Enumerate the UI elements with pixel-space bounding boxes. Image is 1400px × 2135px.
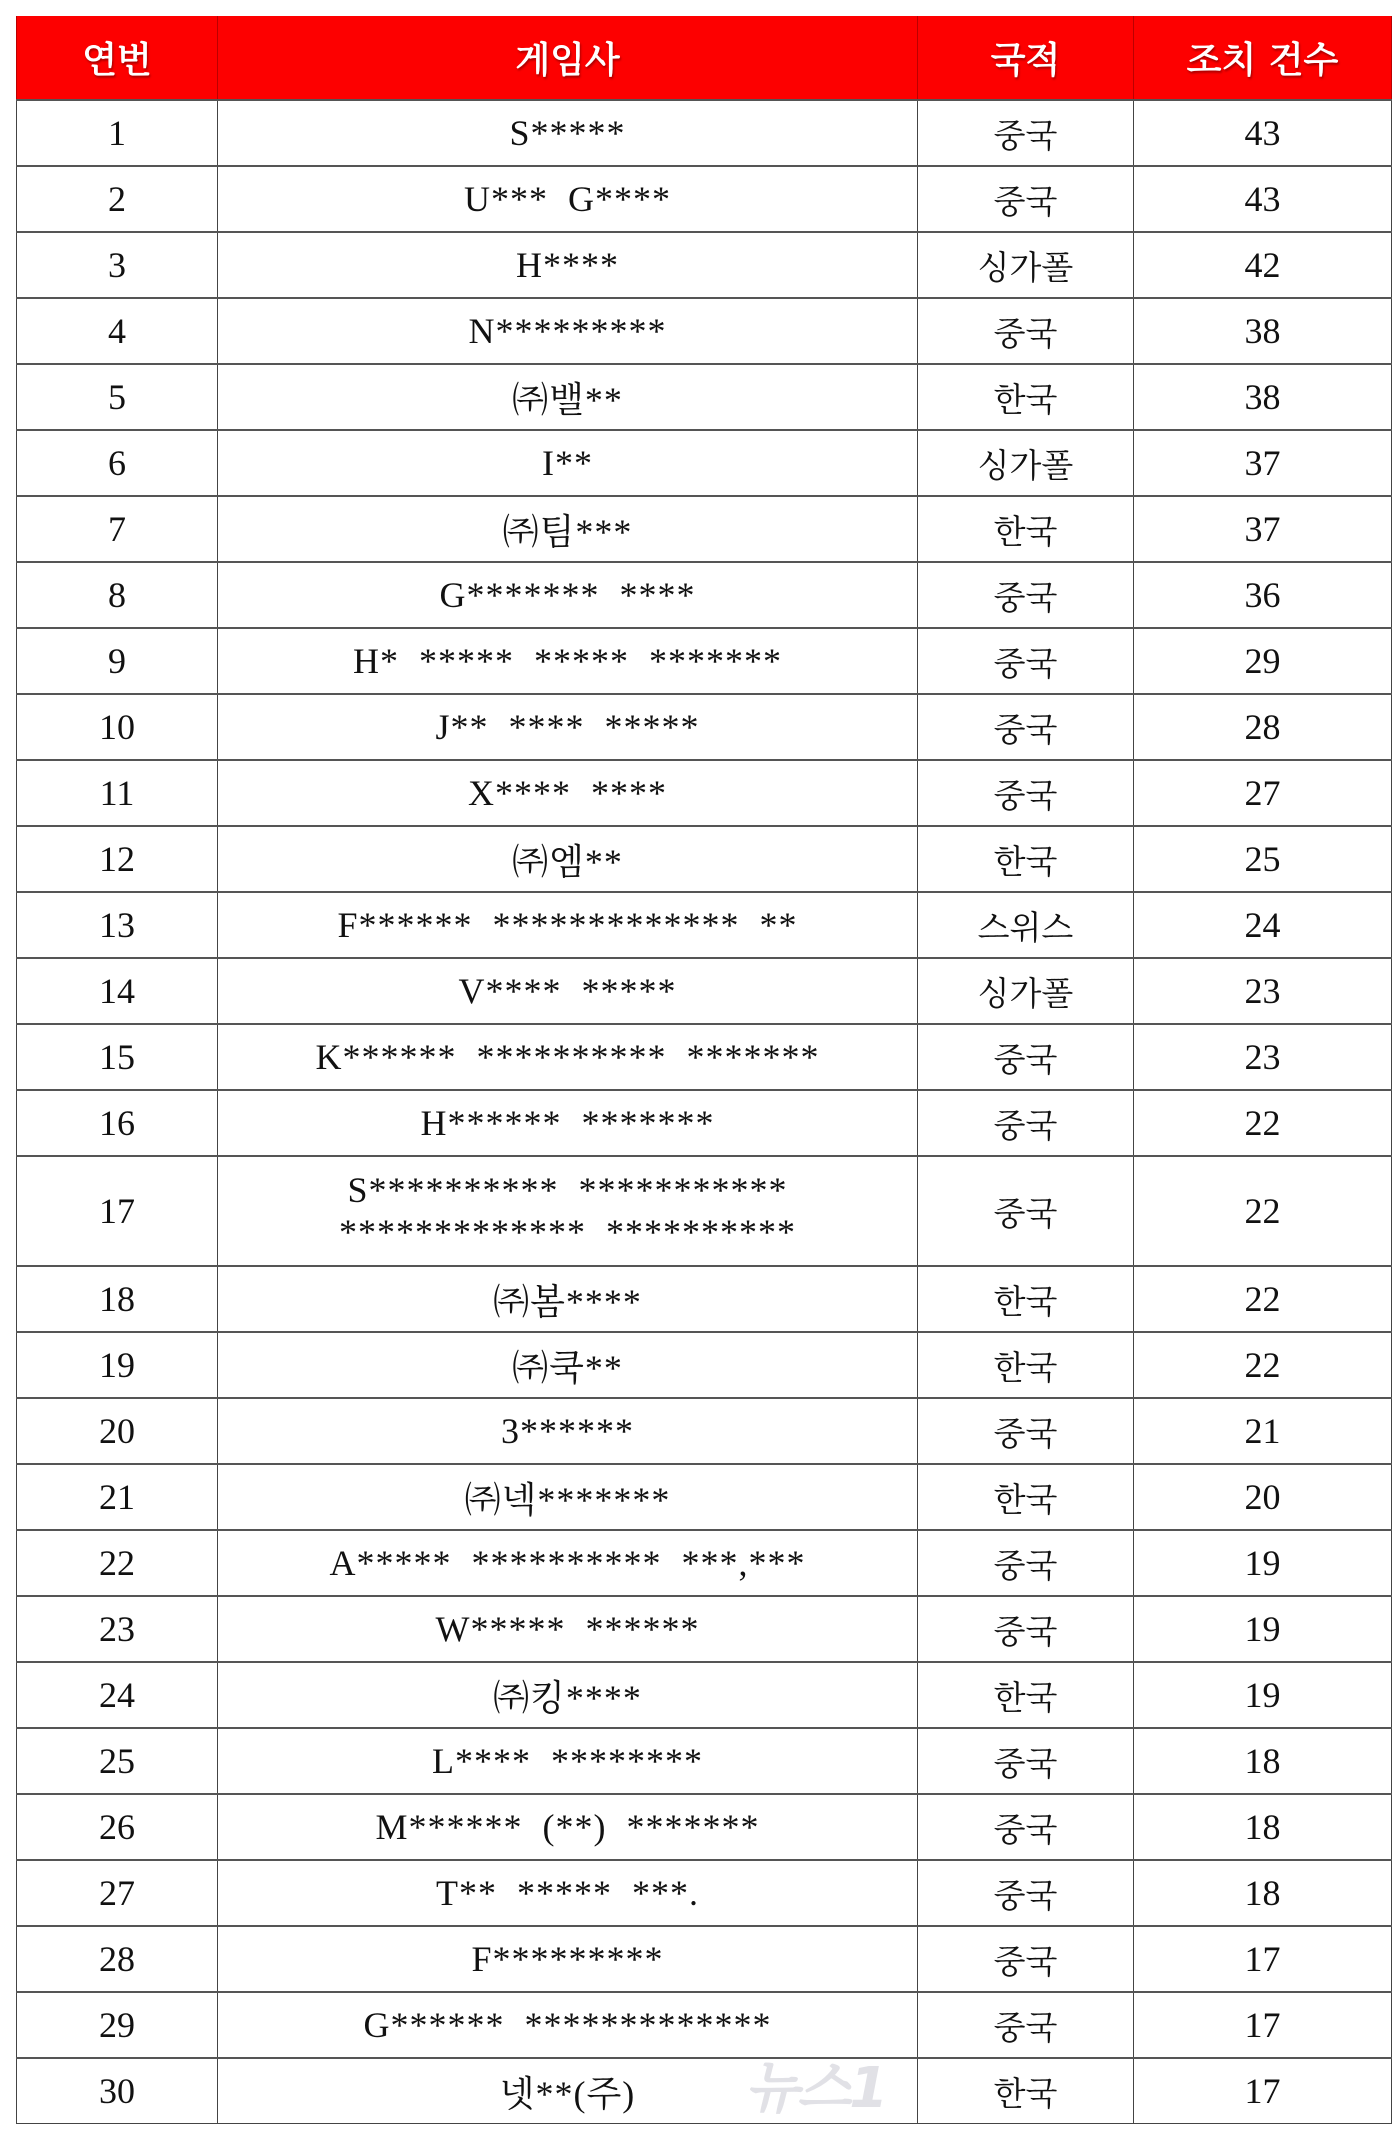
row-count: 37 bbox=[1134, 496, 1392, 562]
table-row bbox=[17, 364, 1392, 430]
table-row bbox=[17, 496, 1392, 562]
row-nationality: 중국 bbox=[918, 100, 1134, 166]
row-no: 9 bbox=[17, 628, 218, 694]
row-no: 8 bbox=[17, 562, 218, 628]
row-company: ㈜엠** bbox=[218, 826, 918, 892]
row-company: A***** ********** ***,*** bbox=[218, 1530, 918, 1596]
row-nationality: 한국 bbox=[918, 1662, 1134, 1728]
table-row bbox=[17, 430, 1392, 496]
row-count: 29 bbox=[1134, 628, 1392, 694]
row-count: 37 bbox=[1134, 430, 1392, 496]
row-no: 17 bbox=[17, 1156, 218, 1266]
row-no: 7 bbox=[17, 496, 218, 562]
row-count: 19 bbox=[1134, 1596, 1392, 1662]
row-count: 17 bbox=[1134, 1992, 1392, 2058]
row-no: 18 bbox=[17, 1266, 218, 1332]
row-nationality: 한국 bbox=[918, 364, 1134, 430]
table-row bbox=[17, 1398, 1392, 1464]
row-company: ㈜밸** bbox=[218, 364, 918, 430]
table-row bbox=[17, 958, 1392, 1024]
row-count: 19 bbox=[1134, 1530, 1392, 1596]
row-company: ㈜봄**** bbox=[218, 1266, 918, 1332]
row-no: 10 bbox=[17, 694, 218, 760]
row-no: 14 bbox=[17, 958, 218, 1024]
row-company: F****** ************* ** bbox=[218, 892, 918, 958]
row-company: ㈜쿡** bbox=[218, 1332, 918, 1398]
row-count: 27 bbox=[1134, 760, 1392, 826]
row-count: 28 bbox=[1134, 694, 1392, 760]
row-count: 43 bbox=[1134, 166, 1392, 232]
row-company: G****** ************* bbox=[218, 1992, 918, 2058]
row-nationality: 중국 bbox=[918, 760, 1134, 826]
row-no: 12 bbox=[17, 826, 218, 892]
row-nationality: 중국 bbox=[918, 1860, 1134, 1926]
row-nationality: 한국 bbox=[918, 1266, 1134, 1332]
row-no: 3 bbox=[17, 232, 218, 298]
row-nationality: 한국 bbox=[918, 1464, 1134, 1530]
row-company: S********** *********** ************* ********** bbox=[218, 1156, 918, 1266]
row-company: 넷**(주) bbox=[218, 2058, 918, 2124]
row-count: 36 bbox=[1134, 562, 1392, 628]
row-nationality: 한국 bbox=[918, 1332, 1134, 1398]
row-count: 42 bbox=[1134, 232, 1392, 298]
row-nationality: 중국 bbox=[918, 694, 1134, 760]
table-row bbox=[17, 892, 1392, 958]
row-no: 6 bbox=[17, 430, 218, 496]
row-count: 18 bbox=[1134, 1728, 1392, 1794]
row-no: 25 bbox=[17, 1728, 218, 1794]
table-row bbox=[17, 1794, 1392, 1860]
header-count: 조치 건수 bbox=[1134, 16, 1392, 100]
row-no: 21 bbox=[17, 1464, 218, 1530]
row-nationality: 중국 bbox=[918, 1728, 1134, 1794]
table-row bbox=[17, 1332, 1392, 1398]
table-row bbox=[17, 628, 1392, 694]
row-nationality: 중국 bbox=[918, 1992, 1134, 2058]
row-count: 24 bbox=[1134, 892, 1392, 958]
row-nationality: 중국 bbox=[918, 562, 1134, 628]
row-no: 5 bbox=[17, 364, 218, 430]
row-nationality: 중국 bbox=[918, 1156, 1134, 1266]
row-no: 26 bbox=[17, 1794, 218, 1860]
row-company: ㈜팀*** bbox=[218, 496, 918, 562]
row-count: 17 bbox=[1134, 1926, 1392, 1992]
table-row bbox=[17, 760, 1392, 826]
row-no: 24 bbox=[17, 1662, 218, 1728]
row-no: 20 bbox=[17, 1398, 218, 1464]
row-company: ㈜넥******* bbox=[218, 1464, 918, 1530]
row-count: 18 bbox=[1134, 1794, 1392, 1860]
row-count: 43 bbox=[1134, 100, 1392, 166]
table-row bbox=[17, 1860, 1392, 1926]
header-nationality: 국적 bbox=[918, 16, 1134, 100]
row-company: N********* bbox=[218, 298, 918, 364]
row-company: L**** ******** bbox=[218, 1728, 918, 1794]
row-nationality: 중국 bbox=[918, 1024, 1134, 1090]
table-row bbox=[17, 694, 1392, 760]
table-row bbox=[17, 1992, 1392, 2058]
row-count: 38 bbox=[1134, 364, 1392, 430]
row-company: X**** **** bbox=[218, 760, 918, 826]
row-nationality: 중국 bbox=[918, 1794, 1134, 1860]
row-no: 27 bbox=[17, 1860, 218, 1926]
row-count: 22 bbox=[1134, 1266, 1392, 1332]
row-nationality: 한국 bbox=[918, 826, 1134, 892]
row-company: G******* **** bbox=[218, 562, 918, 628]
row-nationality: 중국 bbox=[918, 298, 1134, 364]
row-company: H* ***** ***** ******* bbox=[218, 628, 918, 694]
table-row bbox=[17, 1530, 1392, 1596]
row-no: 19 bbox=[17, 1332, 218, 1398]
table-row bbox=[17, 1596, 1392, 1662]
table-row bbox=[17, 1464, 1392, 1530]
row-nationality: 중국 bbox=[918, 628, 1134, 694]
row-company: ㈜킹**** bbox=[218, 1662, 918, 1728]
row-company: W***** ****** bbox=[218, 1596, 918, 1662]
row-count: 19 bbox=[1134, 1662, 1392, 1728]
row-no: 4 bbox=[17, 298, 218, 364]
table-row bbox=[17, 100, 1392, 166]
row-company: S***** bbox=[218, 100, 918, 166]
row-nationality: 중국 bbox=[918, 1090, 1134, 1156]
row-no: 15 bbox=[17, 1024, 218, 1090]
row-company: U*** G**** bbox=[218, 166, 918, 232]
row-count: 21 bbox=[1134, 1398, 1392, 1464]
row-count: 23 bbox=[1134, 1024, 1392, 1090]
news1-watermark-logo: 뉴스1 bbox=[745, 2056, 887, 2121]
row-no: 29 bbox=[17, 1992, 218, 2058]
row-company: H**** bbox=[218, 232, 918, 298]
row-count: 17 bbox=[1134, 2058, 1392, 2124]
row-company: K****** ********** ******* bbox=[218, 1024, 918, 1090]
table-row bbox=[17, 1090, 1392, 1156]
row-nationality: 싱가폴 bbox=[918, 232, 1134, 298]
row-nationality: 중국 bbox=[918, 1596, 1134, 1662]
row-no: 13 bbox=[17, 892, 218, 958]
row-company: 3****** bbox=[218, 1398, 918, 1464]
row-no: 16 bbox=[17, 1090, 218, 1156]
row-count: 18 bbox=[1134, 1860, 1392, 1926]
table-row bbox=[17, 1024, 1392, 1090]
row-company: T** ***** ***. bbox=[218, 1860, 918, 1926]
row-company: H****** ******* bbox=[218, 1090, 918, 1156]
row-count: 23 bbox=[1134, 958, 1392, 1024]
row-nationality: 한국 bbox=[918, 496, 1134, 562]
row-no: 22 bbox=[17, 1530, 218, 1596]
table-row bbox=[17, 826, 1392, 892]
table-row bbox=[17, 562, 1392, 628]
table-row bbox=[17, 1728, 1392, 1794]
row-nationality: 중국 bbox=[918, 1530, 1134, 1596]
row-nationality: 중국 bbox=[918, 1926, 1134, 1992]
row-nationality: 중국 bbox=[918, 166, 1134, 232]
table-header bbox=[17, 16, 1392, 100]
table-row bbox=[17, 1926, 1392, 1992]
table-row bbox=[17, 298, 1392, 364]
row-no: 1 bbox=[17, 100, 218, 166]
table-row bbox=[17, 232, 1392, 298]
row-count: 22 bbox=[1134, 1156, 1392, 1266]
row-no: 30 bbox=[17, 2058, 218, 2124]
row-count: 22 bbox=[1134, 1332, 1392, 1398]
row-company: J** **** ***** bbox=[218, 694, 918, 760]
row-company: V**** ***** bbox=[218, 958, 918, 1024]
row-company: F********* bbox=[218, 1926, 918, 1992]
table-row bbox=[17, 1266, 1392, 1332]
row-nationality: 스위스 bbox=[918, 892, 1134, 958]
row-company: I** bbox=[218, 430, 918, 496]
game-company-table bbox=[16, 16, 1392, 2124]
row-nationality: 한국 bbox=[918, 2058, 1134, 2124]
table-row bbox=[17, 1662, 1392, 1728]
table-row bbox=[17, 1156, 1392, 1266]
row-no: 2 bbox=[17, 166, 218, 232]
row-count: 25 bbox=[1134, 826, 1392, 892]
row-nationality: 중국 bbox=[918, 1398, 1134, 1464]
header-no: 연번 bbox=[17, 16, 218, 100]
header-company: 게임사 bbox=[218, 16, 918, 100]
table-row bbox=[17, 2058, 1392, 2124]
table-row bbox=[17, 166, 1392, 232]
row-nationality: 싱가폴 bbox=[918, 958, 1134, 1024]
row-nationality: 싱가폴 bbox=[918, 430, 1134, 496]
row-count: 20 bbox=[1134, 1464, 1392, 1530]
row-no: 11 bbox=[17, 760, 218, 826]
row-count: 38 bbox=[1134, 298, 1392, 364]
row-company: M****** (**) ******* bbox=[218, 1794, 918, 1860]
row-no: 23 bbox=[17, 1596, 218, 1662]
row-count: 22 bbox=[1134, 1090, 1392, 1156]
row-no: 28 bbox=[17, 1926, 218, 1992]
